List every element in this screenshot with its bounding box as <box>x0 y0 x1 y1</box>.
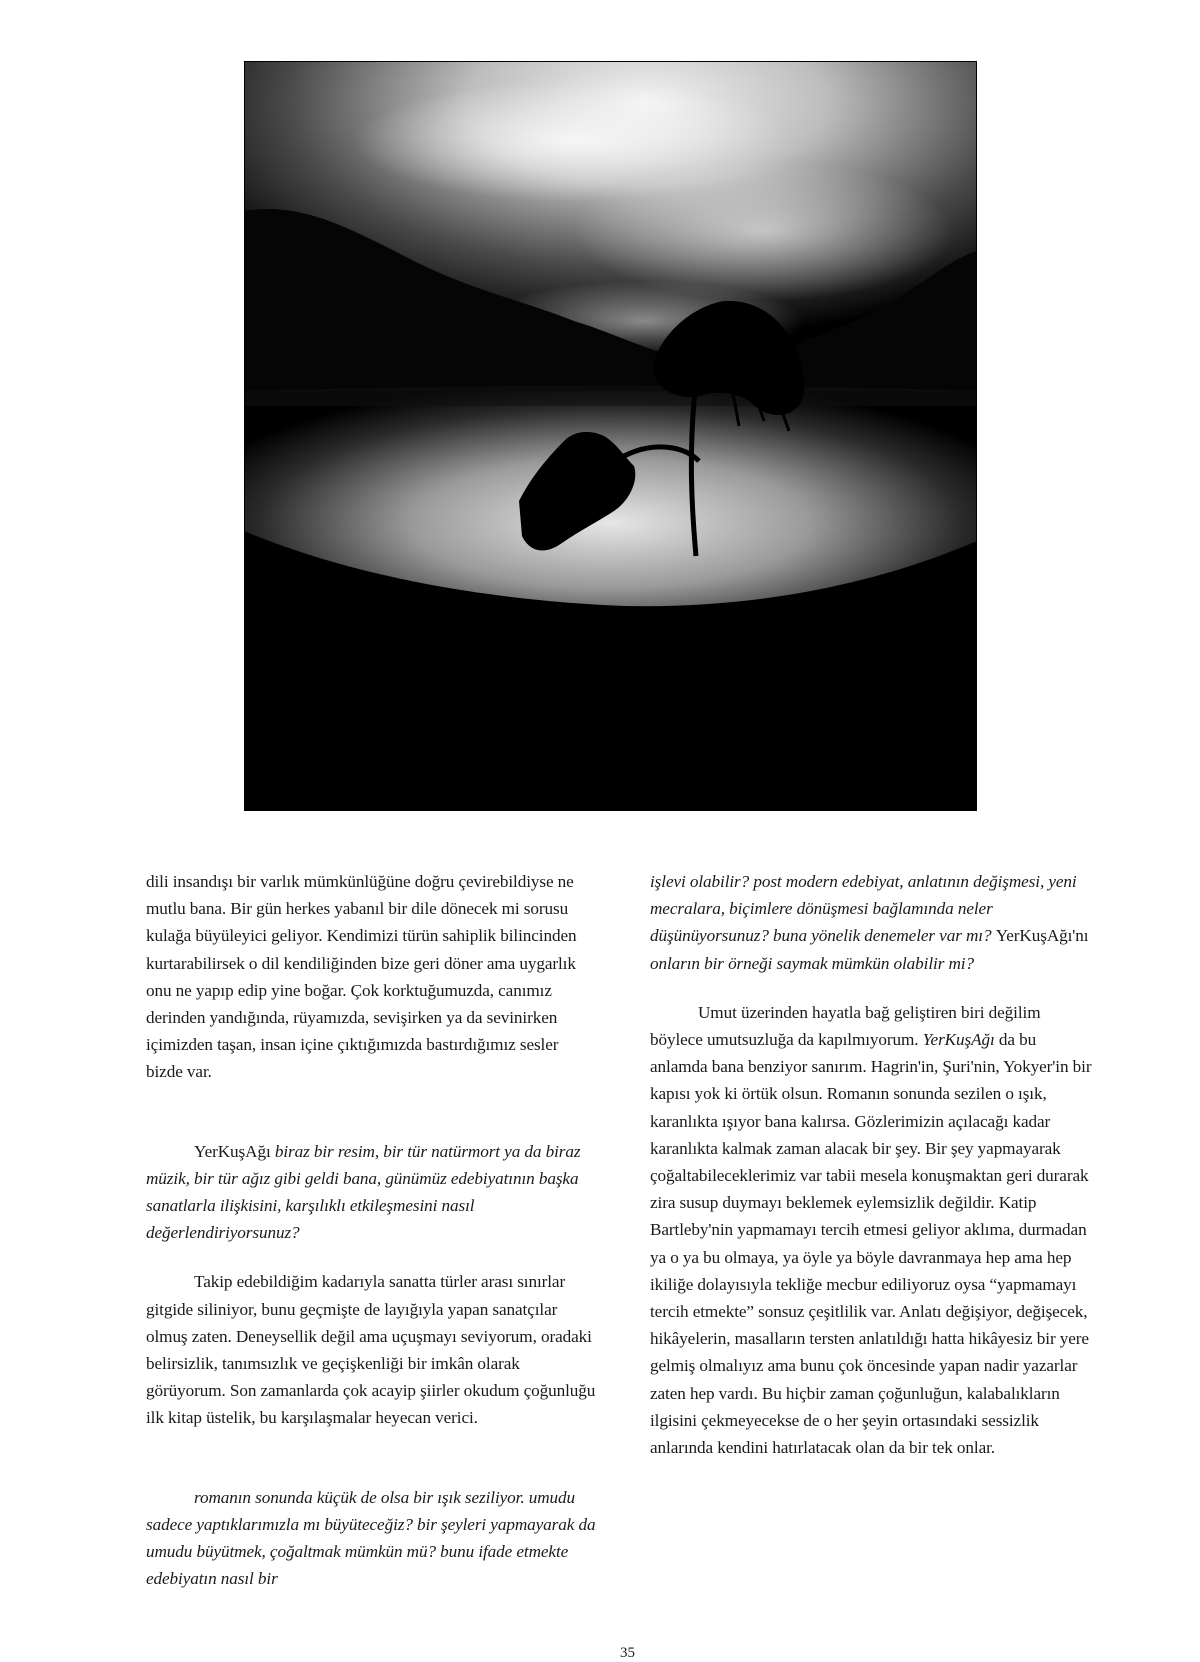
photograph-lake-sunset <box>244 61 977 811</box>
question-paragraph-3-continued <box>650 868 1096 977</box>
left-text-column <box>146 868 596 1592</box>
question-paragraph-3: romanın sonunda küçük de olsa bir ışık seziliyor. umudu sadece yaptıklarımızla mı büyüteceğiz? bir şeyleri yapmayarak da umudu büyütmek, çoğaltmak mümkün mü? bunu ifade etmekte edebiyatın nasıl bir <box>146 1487 596 1589</box>
answer-paragraph-2: Takip edebildiğim kadarıyla sanatta türler arası sınırlar gitgide siliniyor, bunu geçmişte de layığıyla yapan sanatçılar olmuş zaten. Deneysellik değil ama uçuşmayı seviyorum, oradaki belirsizlik, tanımsızlık ve geçişkenliği bir imkân olarak görüyorum. Son zamanlarda çok acayip şiirler okudum çoğunluğu ilk kitap üstelik, bu karşılaşmalar heyecan verici. <box>146 1272 596 1428</box>
page-number: 35 <box>620 1645 635 1661</box>
question-text: biraz bir resim, bir tür natürmort ya da biraz müzik, bir tür ağız gibi geldi bana, günümüz edebiyatının başka sanatlarla ilişkisini, karşılıklı etkileşmesini nasıl değerlendiriyorsunuz? <box>146 1141 581 1243</box>
right-text-column <box>650 868 1096 1461</box>
photo-image <box>244 61 977 811</box>
book-title: YerKuşAğı'nı <box>995 926 1089 946</box>
answer-paragraph-3 <box>650 999 1096 1461</box>
question-paragraph-2 <box>146 1138 596 1247</box>
question-text: işlevi olabilir? post modern edebiyat, anlatının değişmesi, yeni mecralara, biçimlere dönüşmesi bağlamında neler düşünüyorsunuz? buna yönelik denemeler var mı? <box>650 872 1077 946</box>
answer-text: Umut üzerinden hayatla bağ geliştiren biri değilim böylece umutsuzluğa da kapılmıyorum. <box>650 1002 1041 1050</box>
book-title: YerKuşAğı <box>194 1141 271 1161</box>
book-title: YerKuşAğı <box>922 1030 995 1050</box>
answer-paragraph-1: dili insandışı bir varlık mümkünlüğüne doğru çevirebildiyse ne mutlu bana. Bir gün herkes yabanıl bir dile dönecek mi sorusu kulağa büyüleyici geliyor. Kendimizi türün sahiplik bilincinden kurtarabilirsek o dil kendiliğinden bize geri döner ama uygarlık onu ne yapıp edip yine boğar. Çok korktuğumuzda, canımız derinden yandığında, rüyamızda, sevişirken ya da sevinirken içimizden taşan, insan içine çıktığımızda bastırdığımız sesler bizde var. <box>146 872 577 1082</box>
answer-text-rest: da bu anlamda bana benziyor sanırım. Hagrin'in, Şuri'nin, Yokyer'in bir kapısı yok ki örtük olsun. Romanın sonunda sezilen o ışık, karanlıkta ışıyor bana kalırsa. Gözlerimizin açılacağı kadar karanlıkta kalmak zaman alacak bir şey. Bir şey yapmayarak çoğaltabileceklerimiz var tabii mesela konuşmaktan geri durarak zira susup duymayı beklemek eylemsizlik değildir. Katip Bartleby'nin yapmamayı tercih etmesi geliyor aklıma, durmadan ya o ya bu olmaya, ya öyle ya böyle davranmaya hep ama hep ikiliğe dolayısıyla tekliğe mecbur ediliyoruz oysa “yapmamayı tercih etmekte” sonsuz çeşitlilik var. Anlatı değişiyor, değişecek, hikâyelerin, masalların tersten anlatıldığı hatta hikâyesiz bir yere gelmiş olmalıyız ama bunu çok öncesinde yapan nadir yazarlar zaten hep vardı. Bu hiçbir zaman çoğunluğun, kalabalıkların ilgisini çekmeyecekse de o her şeyin ortasındaki sessizlik anlarında kendini hatırlatacak olan da bir tek onlar. <box>650 1030 1092 1458</box>
question-text-end: onların bir örneği saymak mümkün olabilir mi? <box>650 953 974 973</box>
